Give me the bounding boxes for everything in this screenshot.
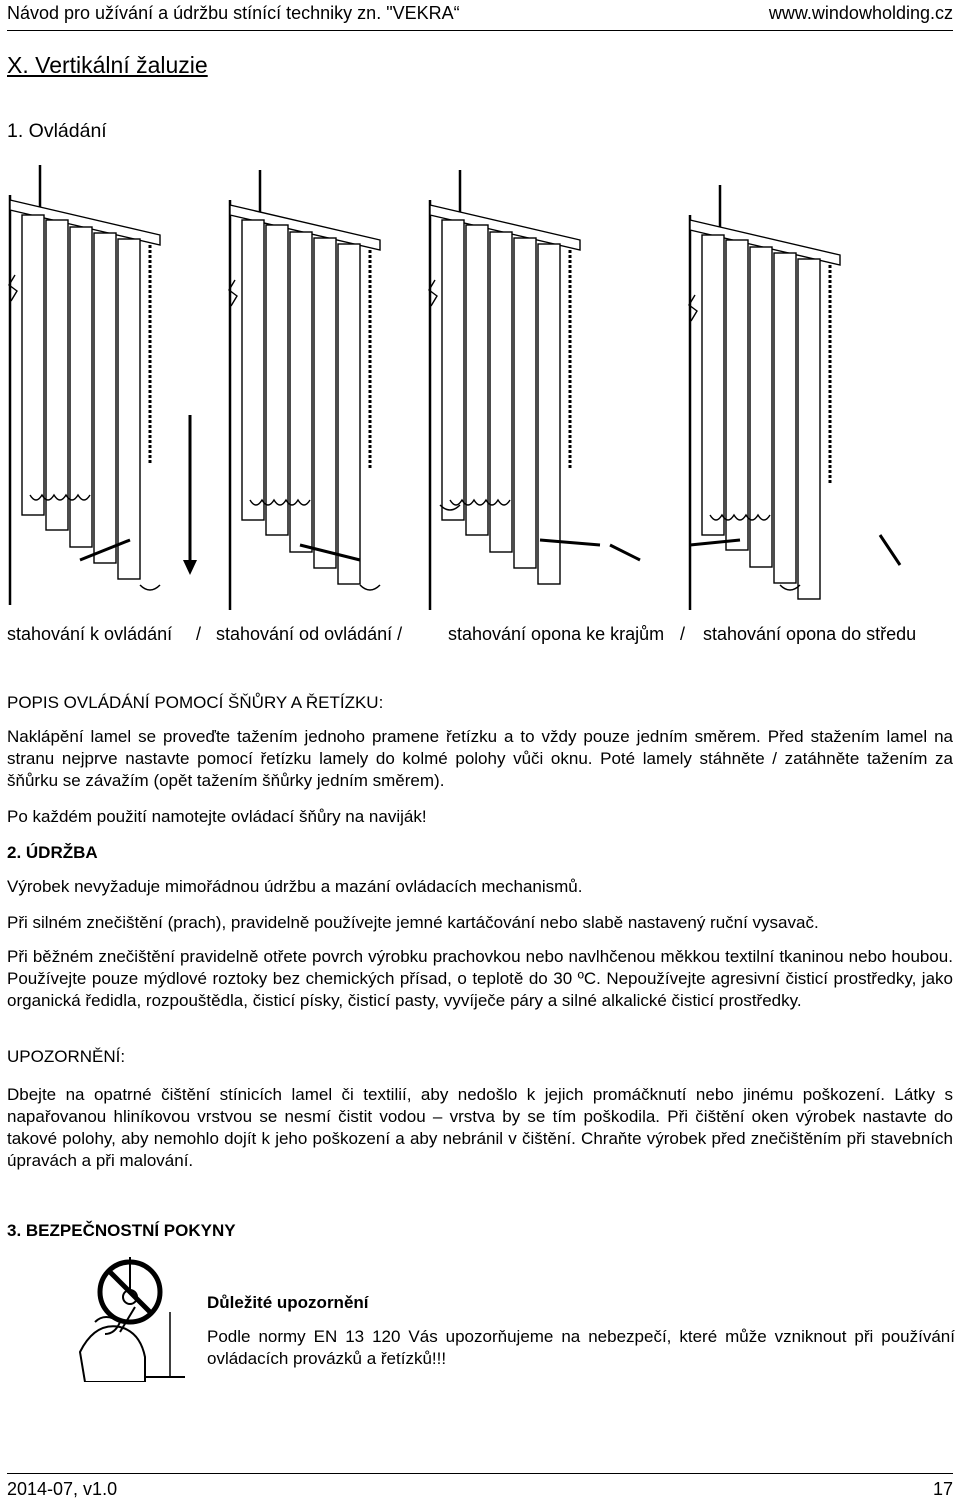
caption-open-to-center: stahování opona do středu [703,624,917,644]
subsection-control-title: 1. Ovládání [7,120,107,142]
child-cord-hazard-icon [75,1252,185,1382]
maintenance-warning-heading: UPOZORNĚNÍ: [7,1047,126,1066]
maintenance-paragraph-1: Výrobek nevyžaduje mimořádnou údržbu a mazání ovládacích mechanismů. [7,877,583,896]
caption-pull-to-control: stahování k ovládání [7,624,173,644]
maintenance-paragraph-4: Dbejte na opatrné čištění stínicích lamel či textilií, aby nedošlo k jejich promáčknutí nebo jinému poškození. Látky s napařovanou hliníkovou vrstvou se nesmí čistit vodou – vrstva by se tím poškodila. Při čištění oken výrobek nastavte do takové polohy, aby nemohlo dojít k jeho poškození a aby nebránil v čištění. Chraňte výrobek před znečištěním při stavebních úpravách a při malování. [7,1085,953,1170]
caption-open-to-sides: stahování opona ke krajům [448,624,665,644]
header-website: www.windowholding.cz [768,3,953,23]
maintenance-heading: 2. ÚDRŽBA [7,843,98,862]
header-title: Návod pro užívání a údržbu stínící techniky zn. "VEKRA“ [7,3,460,23]
footer-version: 2014-07, v1.0 [7,1479,118,1499]
blind-diagrams-figure [0,165,960,610]
control-rewind-note: Po každém použití namotejte ovládací šňůry na naviják! [7,807,427,826]
diagram-pull-from-control [229,170,380,610]
caption-separator: / [680,624,686,644]
maintenance-paragraph-3: Při běžném znečištění pravidelně otřete povrch výrobku prachovkou nebo navlhčenou měkkou textilní tkaninou nebo houbou. Používejte pouze mýdlové roztoky bez chemických přísad, o teplotě do 30 ºC. Nepoužívejte agresivní čisticí prostředky, jako organická ředidla, rozpouštědla, čisticí písky, čisticí pasty, vyvíječe páry a silné alkalické čisticí prostředky. [7,947,953,1010]
page-footer [7,1473,953,1504]
caption-separator: / [196,624,202,644]
diagram-open-to-sides [429,170,640,610]
page-number: 17 [932,1479,953,1499]
diagram-pull-to-control [9,165,197,605]
diagram-open-to-center [689,185,900,610]
section-title: X. Vertikální žaluzie [7,52,208,78]
caption-pull-from-control: stahování od ovládání / [216,624,403,644]
maintenance-paragraph-2: Při silném znečištění (prach), pravidelně používejte jemné kartáčování nebo slabě nastavený ruční vysavač. [7,913,819,932]
safety-heading: 3. BEZPEČNOSTNÍ POKYNY [7,1221,236,1240]
important-notice-text: Podle normy EN 13 120 Vás upozorňujeme na nebezpečí, které může vzniknout při používání ovládacích provázků a řetízků!!! [207,1327,955,1368]
control-paragraph: Naklápění lamel se proveďte tažením jednoho pramene řetízku a to vždy pouze jedním směrem. Před stažením lamel na stranu nejprve nastavte pomocí řetízku lamely do kolmé polohy vůči oknu. Poté lamely stáhněte / zatáhněte tažením za šňůrku se závažím (opět tažením šňůrky jedním směrem). [7,727,953,790]
page-header [7,2,953,31]
control-heading: POPIS OVLÁDÁNÍ POMOCÍ ŠŇŮRY A ŘETÍZKU: [7,693,384,712]
important-notice-title: Důležité upozornění [207,1293,369,1312]
